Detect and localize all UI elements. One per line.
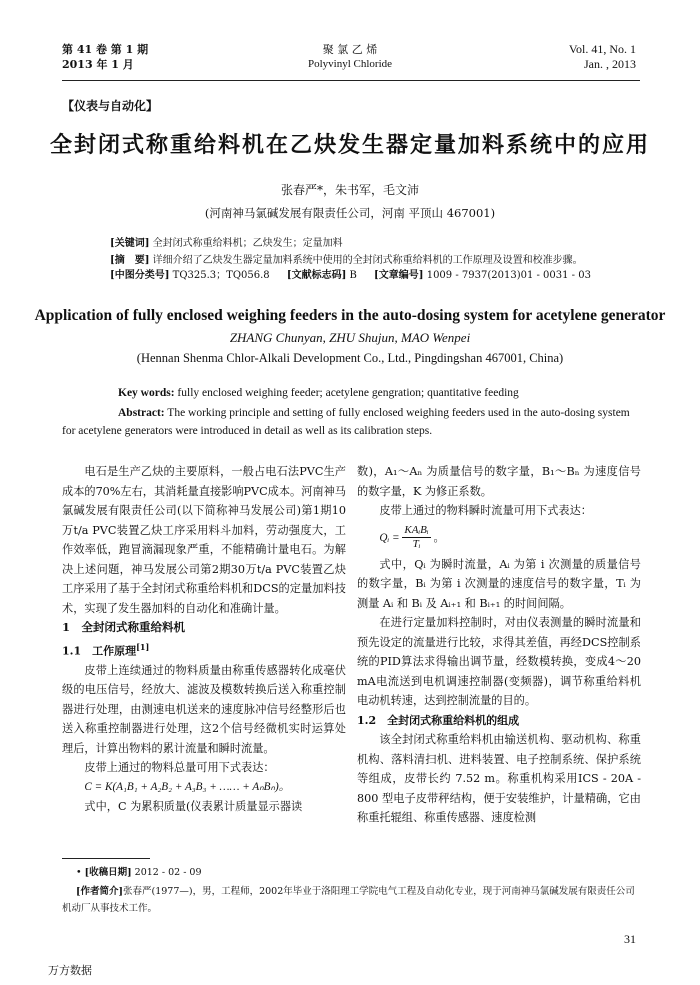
- inst-formula-intro: 皮带上通过的物料瞬时流量可用下式表达：: [379, 504, 592, 517]
- journal-name: 聚 氯 乙 烯 Polyvinyl Chloride: [307, 43, 393, 70]
- formula-fraction: $\frac{\text{KAᵢBᵢ}}{\text{Tᵢ}}$: [404, 524, 429, 551]
- header-rule: [62, 80, 640, 81]
- chinese-authors: 张春严*，朱书军，毛文沛: [280, 183, 419, 197]
- body-left-column: [62, 462, 346, 817]
- chinese-title: 全封闭式称重给料机在乙炔发生器定量加料系统中的应用: [49, 132, 650, 158]
- section-heading-1-2: 1.2 全封闭式称重给料机的组成: [357, 713, 520, 727]
- citation-ref: [1]: [136, 641, 150, 652]
- control-paragraph: 在进行定量加料控制时，对由仪表测量的瞬时流量和预先设定的流量进行比较，求得其差值，再经DCS控制系统的PID算法求得输出调节量，经数模转换，变成4～20 mA电流送到电机调速控制器(变频器)，调节称重给料机电动机转速，达到控制流量的目的。: [357, 616, 641, 707]
- chinese-abstract: [摘 要] 详细介绍了乙炔发生器定量加料系统中使用的全封闭式称重给料机的工作原理及设置和校准步骤。: [110, 255, 583, 266]
- principle-paragraph: 皮带上连续通过的物料质量由称重传感器转化成毫伏级的电压信号，经放大、滤波及模数转换后送入称重控制器进行处理，由测速电机送来的速度脉冲信号经整形后也送入称重控制器进行处理，这2个信号经微机实时运算处理后，计算出物料的累计流量和瞬时流量。: [62, 663, 346, 755]
- watermark: 万方数据: [48, 964, 92, 977]
- volume-issue-cn: 第 41 卷 第 1 期 2013 年 1 月: [62, 43, 149, 71]
- composition-paragraph: 该全封闭式称重给料机由输送机构、驱动机构、称重机构、落料清扫机、进料装置、电子控制系统、保护系统等组成，皮带长约 7.52 m。称重机构采用ICS - 20A - 800 型电子皮带秤结构，便于安装维护，计量精确，它由称重托辊组、称重传感器、速度检测: [357, 733, 641, 824]
- body-right-column: [357, 462, 641, 828]
- author-bio: [作者简介]张春严(1977—)，男，工程师，2002年毕业于洛阳理工学院电气工程及自动化专业，现于河南神马氯碱发展有限责任公司机动厂从事技术工作。: [62, 886, 635, 914]
- chinese-keywords: [关键词] 全封闭式称重给料机；乙炔发生；定量加料: [110, 238, 343, 249]
- section-heading-1: 1 全封闭式称重给料机: [62, 620, 186, 634]
- total-formula-where-cont: 数)，A₁～Aₙ 为质量信号的数字量，B₁～Bₙ 为速度信号的数字量，K 为修正系数。: [357, 465, 641, 498]
- chinese-affiliation: (河南神马氯碱发展有限责任公司，河南 平顶山 467001): [204, 206, 496, 220]
- volume-issue-en: Vol. 41, No. 1 Jan. , 2013: [568, 42, 636, 71]
- instant-flow-formula: Qᵢ = $\frac{\text{KAᵢBᵢ}}{\text{Tᵢ}}$ 。: [379, 524, 445, 551]
- total-formula-intro: 皮带上通过的物料总量可用下式表达：: [84, 761, 275, 775]
- section-heading-1-1: 1.1 工作原理[1]: [62, 641, 150, 658]
- total-formula-where: 式中，C 为累积质量(仪表累计质量显示器读: [84, 800, 303, 814]
- page-number: 31: [624, 932, 636, 946]
- english-abstract: Abstract: The working principle and setting of fully enclosed weighing feeders used in the auto-dosing system for acetylene generators were introduced in detail as well as its calibration steps.: [62, 407, 630, 437]
- footnote-rule: [62, 858, 150, 859]
- intro-paragraph: 电石是生产乙炔的主要原料，一般占电石法PVC生产成本的70%左右，其消耗量直接影响PVC成本。河南神马氯碱发展有限责任公司(以下简称神马发展公司)第1期10万t/a PVC装置乙炔工序采用料斗加料，劳动强度大，工作效率低，跑冒滴漏现象严重，不能精确计量电石。为解决上述问题，神马发展公司第2期30万t/a PVC装置乙炔工序采用了基于全封闭式称重给料机和DCS的定量加料技术，实现了发生器加料的自动化和准确计量。: [62, 465, 346, 615]
- total-formula: C = K(A₁B₁ + A₂B₂ + A₃B₃ + …… + AₙBₙ)。: [84, 780, 290, 793]
- inst-formula-where: 式中，Qᵢ 为瞬时流量，Aᵢ 为第 i 次测量的质量信号的数字量，Bᵢ 为第 i 次测量的速度信号的数字量，Tᵢ 为测量 Aᵢ 和 Bᵢ 及 Aᵢ₊₁ 和 Bᵢ₊₁ 的时间间隔。: [357, 557, 641, 610]
- english-keywords: Key words: fully enclosed weighing feeder; acetylene gengration; quantitative feeding: [118, 387, 519, 399]
- english-title: Application of fully enclosed weighing feeders in the auto-dosing system for acetylene generator: [34, 307, 666, 324]
- section-tag: 【仪表与自动化】: [62, 99, 159, 113]
- english-authors: ZHANG Chunyan, ZHU Shujun, MAO Wenpei: [229, 330, 471, 345]
- english-affiliation: (Hennan Shenma Chlor-Alkali Development Co., Ltd., Pingdingshan 467001, China): [136, 351, 564, 365]
- received-date: • [收稿日期] 2012 - 02 - 09: [76, 867, 202, 878]
- classification-codes: [中图分类号] TQ325.3；TQ056.8 [文献标志码] B [文章编号] 1009 - 7937(2013)01 - 0031 - 03: [110, 270, 591, 281]
